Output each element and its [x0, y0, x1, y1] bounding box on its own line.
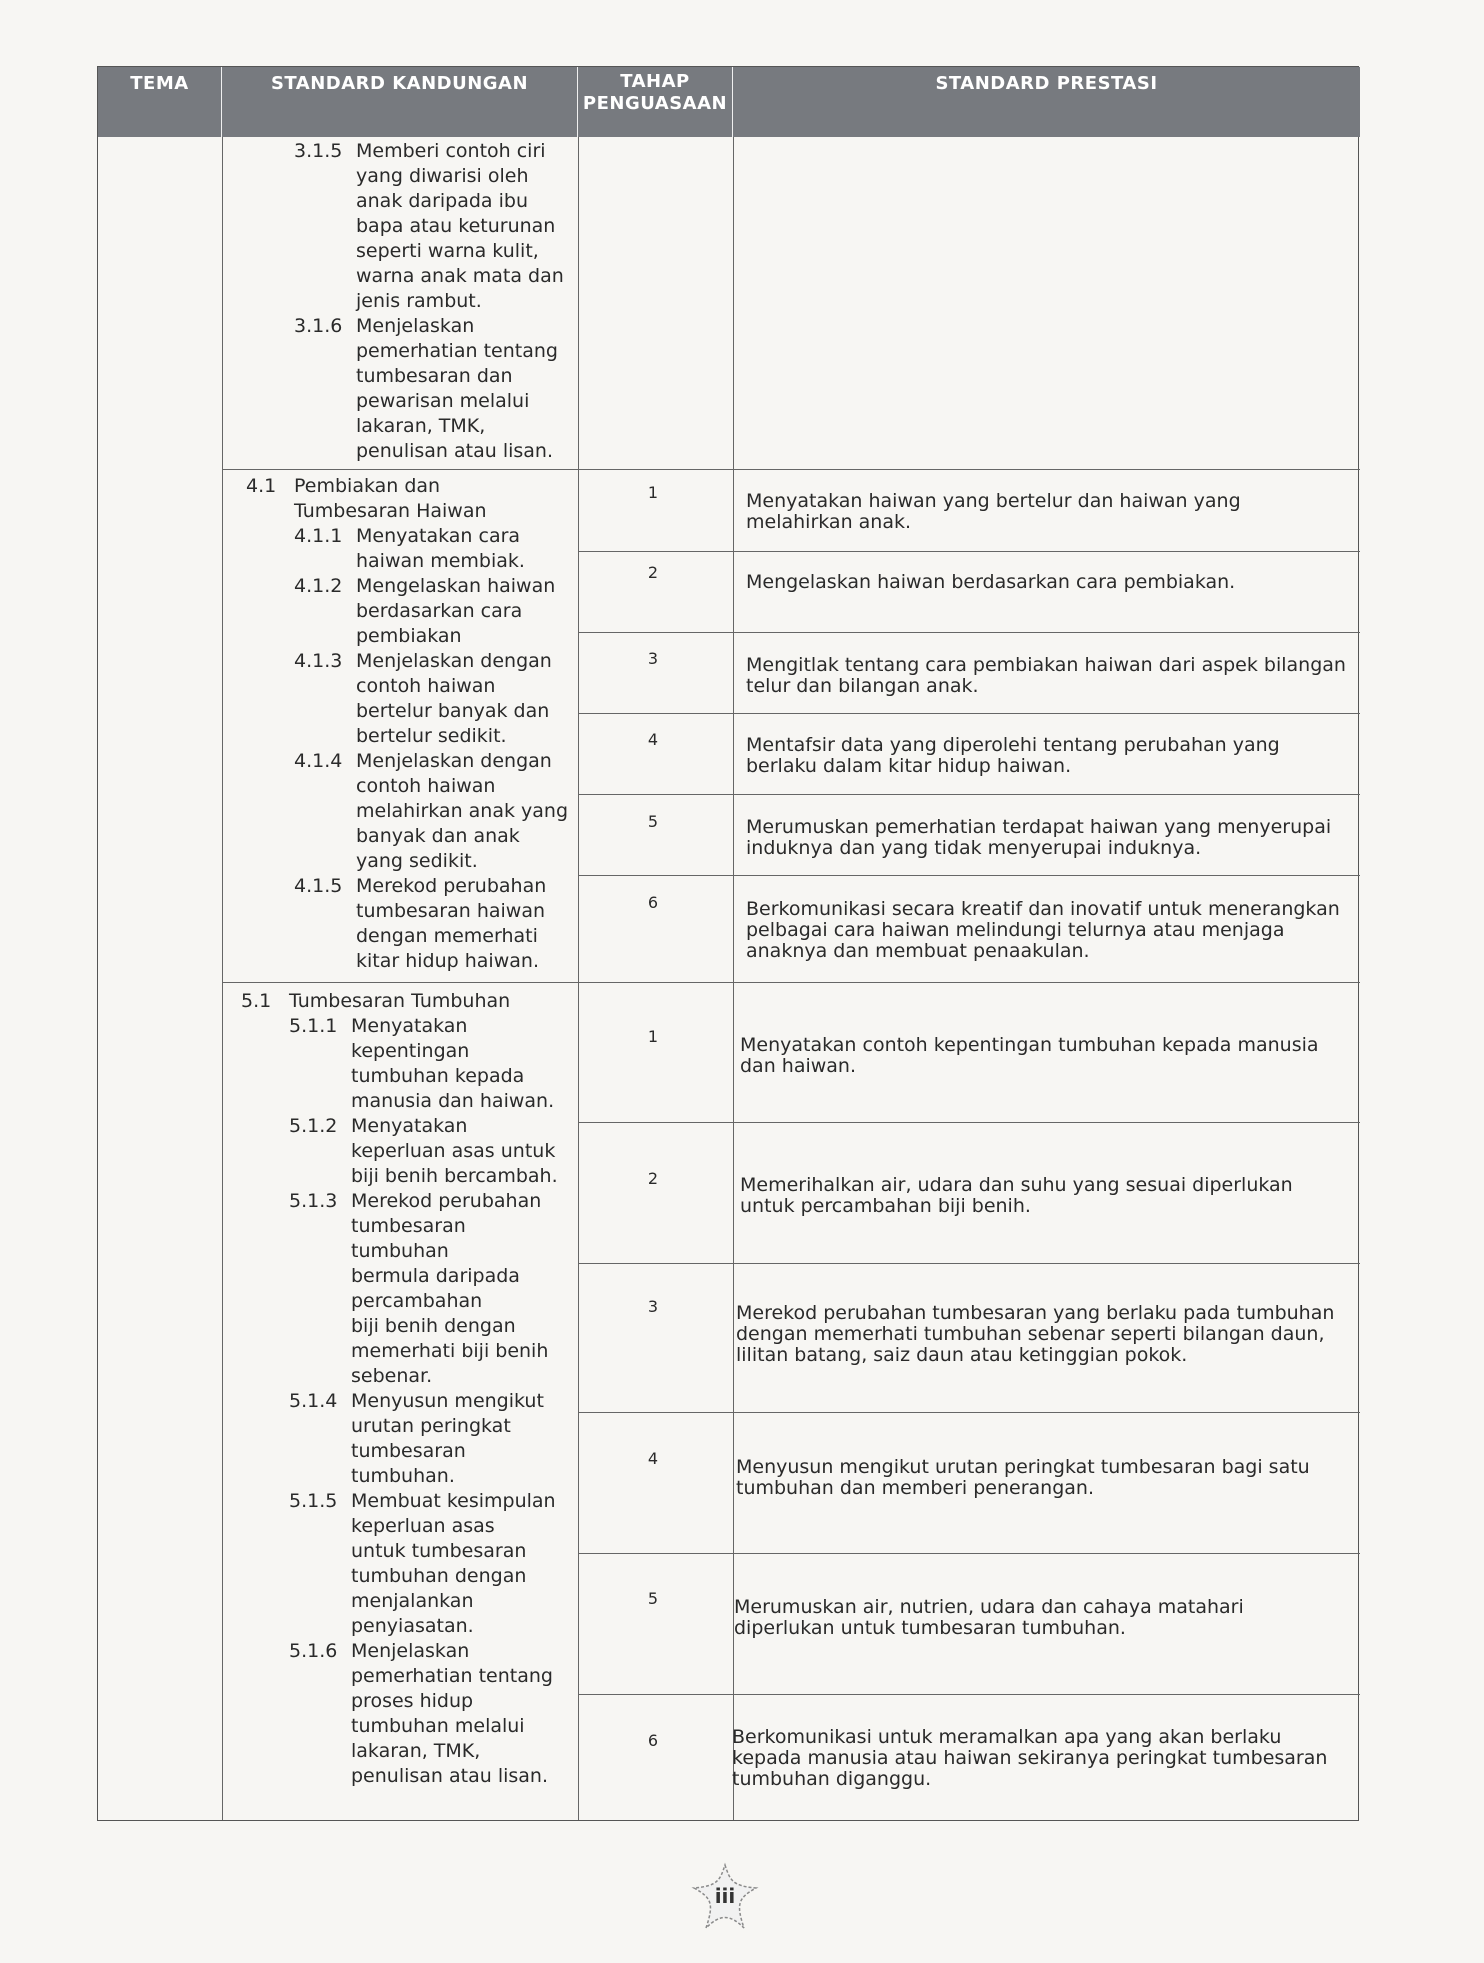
item-line: lakaran, TMK, — [351, 1740, 481, 1762]
level-description — [746, 572, 1235, 593]
item-number: 5.1.6 — [289, 1640, 338, 1662]
header-standard-prestasi: STANDARD PRESTASI — [733, 67, 1360, 137]
item-line: pembiakan — [356, 625, 462, 647]
item-number: 4.1.4 — [294, 750, 343, 772]
description-line: Menyatakan haiwan yang bertelur dan haiwan yang — [746, 490, 1241, 512]
level-description — [740, 1035, 1319, 1077]
item-text — [356, 524, 525, 574]
level-number: 4 — [647, 1449, 659, 1468]
level-description — [736, 1303, 1334, 1366]
item-line: bertelur sedikit. — [356, 725, 507, 747]
section5-items — [241, 1014, 558, 1789]
level-description — [746, 655, 1346, 697]
item-line: pemerhatian tentang — [356, 340, 558, 362]
item-line: kepentingan — [351, 1040, 470, 1062]
item-line: kitar hidup haiwan. — [356, 950, 539, 972]
item-number: 3.1.6 — [294, 315, 343, 337]
heading-number: 4.1 — [246, 475, 277, 497]
item-line: tumbuhan kepada — [351, 1065, 525, 1087]
heading-text — [294, 474, 487, 524]
level-number: 5 — [647, 1589, 659, 1608]
level-divider — [578, 713, 1360, 714]
level-description — [746, 817, 1331, 859]
description-line: telur dan bilangan anak. — [746, 675, 979, 697]
level-number: 2 — [647, 563, 659, 582]
item-line: Merekod perubahan — [356, 875, 547, 897]
item-line: warna anak mata dan — [356, 265, 564, 287]
item-5-1-5 — [289, 1489, 558, 1639]
level-number: 3 — [647, 649, 659, 668]
description-line: Berkomunikasi untuk meramalkan apa yang akan berlaku — [732, 1726, 1282, 1748]
item-number: 4.1.3 — [294, 650, 343, 672]
heading-line: Tumbesaran Haiwan — [294, 500, 487, 522]
level-divider — [578, 1694, 1360, 1695]
item-text — [351, 1114, 558, 1189]
level-description — [732, 1727, 1327, 1790]
item-3-1-5 — [294, 139, 564, 314]
section5-kandungan — [241, 989, 558, 1789]
level-number: 3 — [647, 1297, 659, 1316]
item-line: tumbuhan dengan — [351, 1565, 527, 1587]
level-divider — [578, 875, 1360, 876]
item-text — [351, 1014, 554, 1114]
item-4-1-3 — [294, 649, 568, 749]
heading-number: 5.1 — [241, 990, 272, 1012]
item-text — [351, 1189, 548, 1389]
heading-line: Pembiakan dan — [294, 475, 441, 497]
description-line: Menyusun mengikut urutan peringkat tumbesaran bagi satu — [736, 1456, 1310, 1478]
level-number: 1 — [647, 483, 659, 502]
item-line: penyiasatan. — [351, 1615, 474, 1637]
item-line: tumbuhan — [351, 1240, 449, 1262]
description-line: berlaku dalam kitar hidup haiwan. — [746, 755, 1072, 777]
item-line: Menjelaskan dengan — [356, 750, 552, 772]
item-line: untuk tumbesaran — [351, 1540, 527, 1562]
description-line: Mengelaskan haiwan berdasarkan cara pembiakan. — [746, 571, 1236, 593]
heading-line: Tumbesaran Tumbuhan — [289, 990, 511, 1012]
description-line: Merumuskan pemerhatian terdapat haiwan yang menyerupai — [746, 816, 1332, 838]
item-line: pewarisan melalui — [356, 390, 530, 412]
description-line: untuk percambahan biji benih. — [740, 1195, 1031, 1217]
description-line: Merumuskan air, nutrien, udara dan cahaya matahari — [734, 1596, 1244, 1618]
item-line: dengan memerhati — [356, 925, 538, 947]
description-line: tumbuhan dan memberi penerangan. — [736, 1477, 1095, 1499]
description-line: lilitan batang, saiz daun atau ketinggian pokok. — [736, 1344, 1188, 1366]
item-line: haiwan membiak. — [356, 550, 525, 572]
item-text — [356, 649, 552, 749]
standards-table — [97, 66, 1359, 1821]
level-number: 5 — [647, 812, 659, 831]
level-number: 6 — [647, 1731, 659, 1750]
item-line: contoh haiwan — [356, 775, 496, 797]
item-line: jenis rambut. — [356, 290, 482, 312]
item-text — [351, 1489, 556, 1639]
item-5-1-2 — [289, 1114, 558, 1189]
item-line: Menyatakan cara — [356, 525, 521, 547]
item-line: Menjelaskan — [351, 1640, 470, 1662]
item-line: tumbesaran — [351, 1440, 466, 1462]
item-text — [356, 574, 555, 649]
description-line: tumbuhan diganggu. — [732, 1768, 932, 1790]
item-line: penulisan atau lisan. — [356, 440, 554, 462]
item-line: yang sedikit. — [356, 850, 478, 872]
section5-heading — [241, 989, 558, 1014]
level-number: 1 — [647, 1027, 659, 1046]
item-text — [351, 1389, 544, 1489]
level-number: 2 — [647, 1169, 659, 1188]
item-line: Menyatakan — [351, 1115, 468, 1137]
description-line: diperlukan untuk tumbesaran tumbuhan. — [734, 1617, 1126, 1639]
level-description — [746, 491, 1241, 533]
item-line: bermula daripada — [351, 1265, 520, 1287]
item-5-1-6 — [289, 1639, 558, 1789]
item-line: tumbuhan. — [351, 1465, 455, 1487]
item-line: Menyatakan — [351, 1015, 468, 1037]
item-line: urutan peringkat — [351, 1415, 511, 1437]
item-number: 5.1.5 — [289, 1490, 338, 1512]
item-number: 4.1.1 — [294, 525, 343, 547]
header-tahap-penguasaan — [578, 67, 733, 137]
section-divider-4 — [222, 469, 1360, 470]
level-divider — [578, 1263, 1360, 1264]
item-line: bertelur banyak dan — [356, 700, 550, 722]
item-text — [356, 139, 564, 314]
item-line: proses hidup — [351, 1690, 474, 1712]
description-line: Mengitlak tentang cara pembiakan haiwan dari aspek bilangan — [746, 654, 1346, 676]
item-number: 5.1.1 — [289, 1015, 338, 1037]
item-line: Memberi contoh ciri — [356, 140, 546, 162]
description-line: Menyatakan contoh kepentingan tumbuhan kepada manusia — [740, 1034, 1319, 1056]
item-line: tumbesaran dan — [356, 365, 513, 387]
page-number-badge — [690, 1862, 760, 1932]
item-line: sebenar. — [351, 1365, 433, 1387]
level-divider — [578, 632, 1360, 633]
item-line: tumbesaran haiwan — [356, 900, 546, 922]
header-tahap-line2: PENGUASAAN — [582, 93, 728, 114]
header-standard-kandungan: STANDARD KANDUNGAN — [222, 67, 578, 137]
level-description — [740, 1175, 1293, 1217]
section-divider-5 — [222, 982, 1360, 983]
description-line: Mentafsir data yang diperolehi tentang perubahan yang — [746, 734, 1280, 756]
item-line: Menjelaskan — [356, 315, 475, 337]
item-number: 4.1.2 — [294, 575, 343, 597]
description-line: Memerihalkan air, udara dan suhu yang sesuai diperlukan — [740, 1174, 1293, 1196]
description-line: melahirkan anak. — [746, 511, 912, 533]
level-description — [746, 899, 1340, 962]
level-divider — [578, 794, 1360, 795]
item-text — [356, 874, 546, 974]
item-line: berdasarkan cara — [356, 600, 523, 622]
description-line: kepada manusia atau haiwan sekiranya peringkat tumbesaran — [732, 1747, 1328, 1769]
item-number: 5.1.2 — [289, 1115, 338, 1137]
item-line: Menyusun mengikut — [351, 1390, 544, 1412]
divider-kandungan — [578, 137, 579, 1820]
item-number: 3.1.5 — [294, 140, 343, 162]
item-4-1-1 — [294, 524, 568, 574]
description-line: dengan memerhati tumbuhan sebenar seperti bilangan daun, — [736, 1323, 1325, 1345]
heading-text — [289, 989, 510, 1014]
section3-kandungan — [294, 139, 564, 464]
description-line: pelbagai cara haiwan melindungi telurnya atau menjaga — [746, 919, 1285, 941]
item-line: tumbesaran — [351, 1215, 466, 1237]
item-text — [356, 749, 568, 874]
header-tema: TEMA — [98, 67, 222, 137]
item-3-1-6 — [294, 314, 564, 464]
level-divider — [578, 1412, 1360, 1413]
level-divider — [578, 1122, 1360, 1123]
header-tahap-line1: TAHAP — [620, 71, 690, 92]
section4-heading — [246, 474, 568, 524]
level-divider — [578, 1553, 1360, 1554]
item-line: biji benih bercambah. — [351, 1165, 558, 1187]
item-4-1-2 — [294, 574, 568, 649]
page-number: iii — [714, 1884, 736, 1908]
item-line: bapa atau keturunan — [356, 215, 556, 237]
item-line: tumbuhan melalui — [351, 1715, 525, 1737]
item-line: anak daripada ibu — [356, 190, 528, 212]
item-number: 5.1.4 — [289, 1390, 338, 1412]
item-line: keperluan asas — [351, 1515, 495, 1537]
item-number: 5.1.3 — [289, 1190, 338, 1212]
item-line: lakaran, TMK, — [356, 415, 486, 437]
level-description — [736, 1457, 1310, 1499]
item-line: yang diwarisi oleh — [356, 165, 529, 187]
item-5-1-4 — [289, 1389, 558, 1489]
item-line: Membuat kesimpulan — [351, 1490, 556, 1512]
item-4-1-5 — [294, 874, 568, 974]
item-line: keperluan asas untuk — [351, 1140, 556, 1162]
item-5-1-3 — [289, 1189, 558, 1389]
item-line: melahirkan anak yang — [356, 800, 569, 822]
item-line: percambahan — [351, 1290, 483, 1312]
item-line: penulisan atau lisan. — [351, 1765, 549, 1787]
description-line: dan haiwan. — [740, 1055, 857, 1077]
item-number: 4.1.5 — [294, 875, 343, 897]
item-line: Menjelaskan dengan — [356, 650, 552, 672]
description-line: Berkomunikasi secara kreatif dan inovatif untuk menerangkan — [746, 898, 1340, 920]
description-line: anaknya dan membuat penaakulan. — [746, 940, 1090, 962]
level-number: 4 — [647, 730, 659, 749]
level-divider — [578, 551, 1360, 552]
level-description — [734, 1597, 1244, 1639]
item-line: biji benih dengan — [351, 1315, 516, 1337]
item-line: pemerhatian tentang — [351, 1665, 553, 1687]
divider-tahap — [733, 137, 734, 1820]
item-line: Merekod perubahan — [351, 1190, 542, 1212]
item-line: Mengelaskan haiwan — [356, 575, 556, 597]
item-5-1-1 — [289, 1014, 558, 1114]
item-line: manusia dan haiwan. — [351, 1090, 555, 1112]
item-line: memerhati biji benih — [351, 1340, 549, 1362]
section4-kandungan — [246, 474, 568, 974]
item-line: contoh haiwan — [356, 675, 496, 697]
item-line: seperti warna kulit, — [356, 240, 539, 262]
item-text — [356, 314, 558, 464]
level-number: 6 — [647, 893, 659, 912]
item-line: banyak dan anak — [356, 825, 520, 847]
level-description — [746, 735, 1280, 777]
item-line: menjalankan — [351, 1590, 474, 1612]
description-line: induknya dan yang tidak menyerupai induknya. — [746, 837, 1202, 859]
item-4-1-4 — [294, 749, 568, 874]
divider-tema — [222, 137, 223, 1820]
section4-items — [246, 524, 568, 974]
item-text — [351, 1639, 553, 1789]
description-line: Merekod perubahan tumbesaran yang berlaku pada tumbuhan — [736, 1302, 1335, 1324]
